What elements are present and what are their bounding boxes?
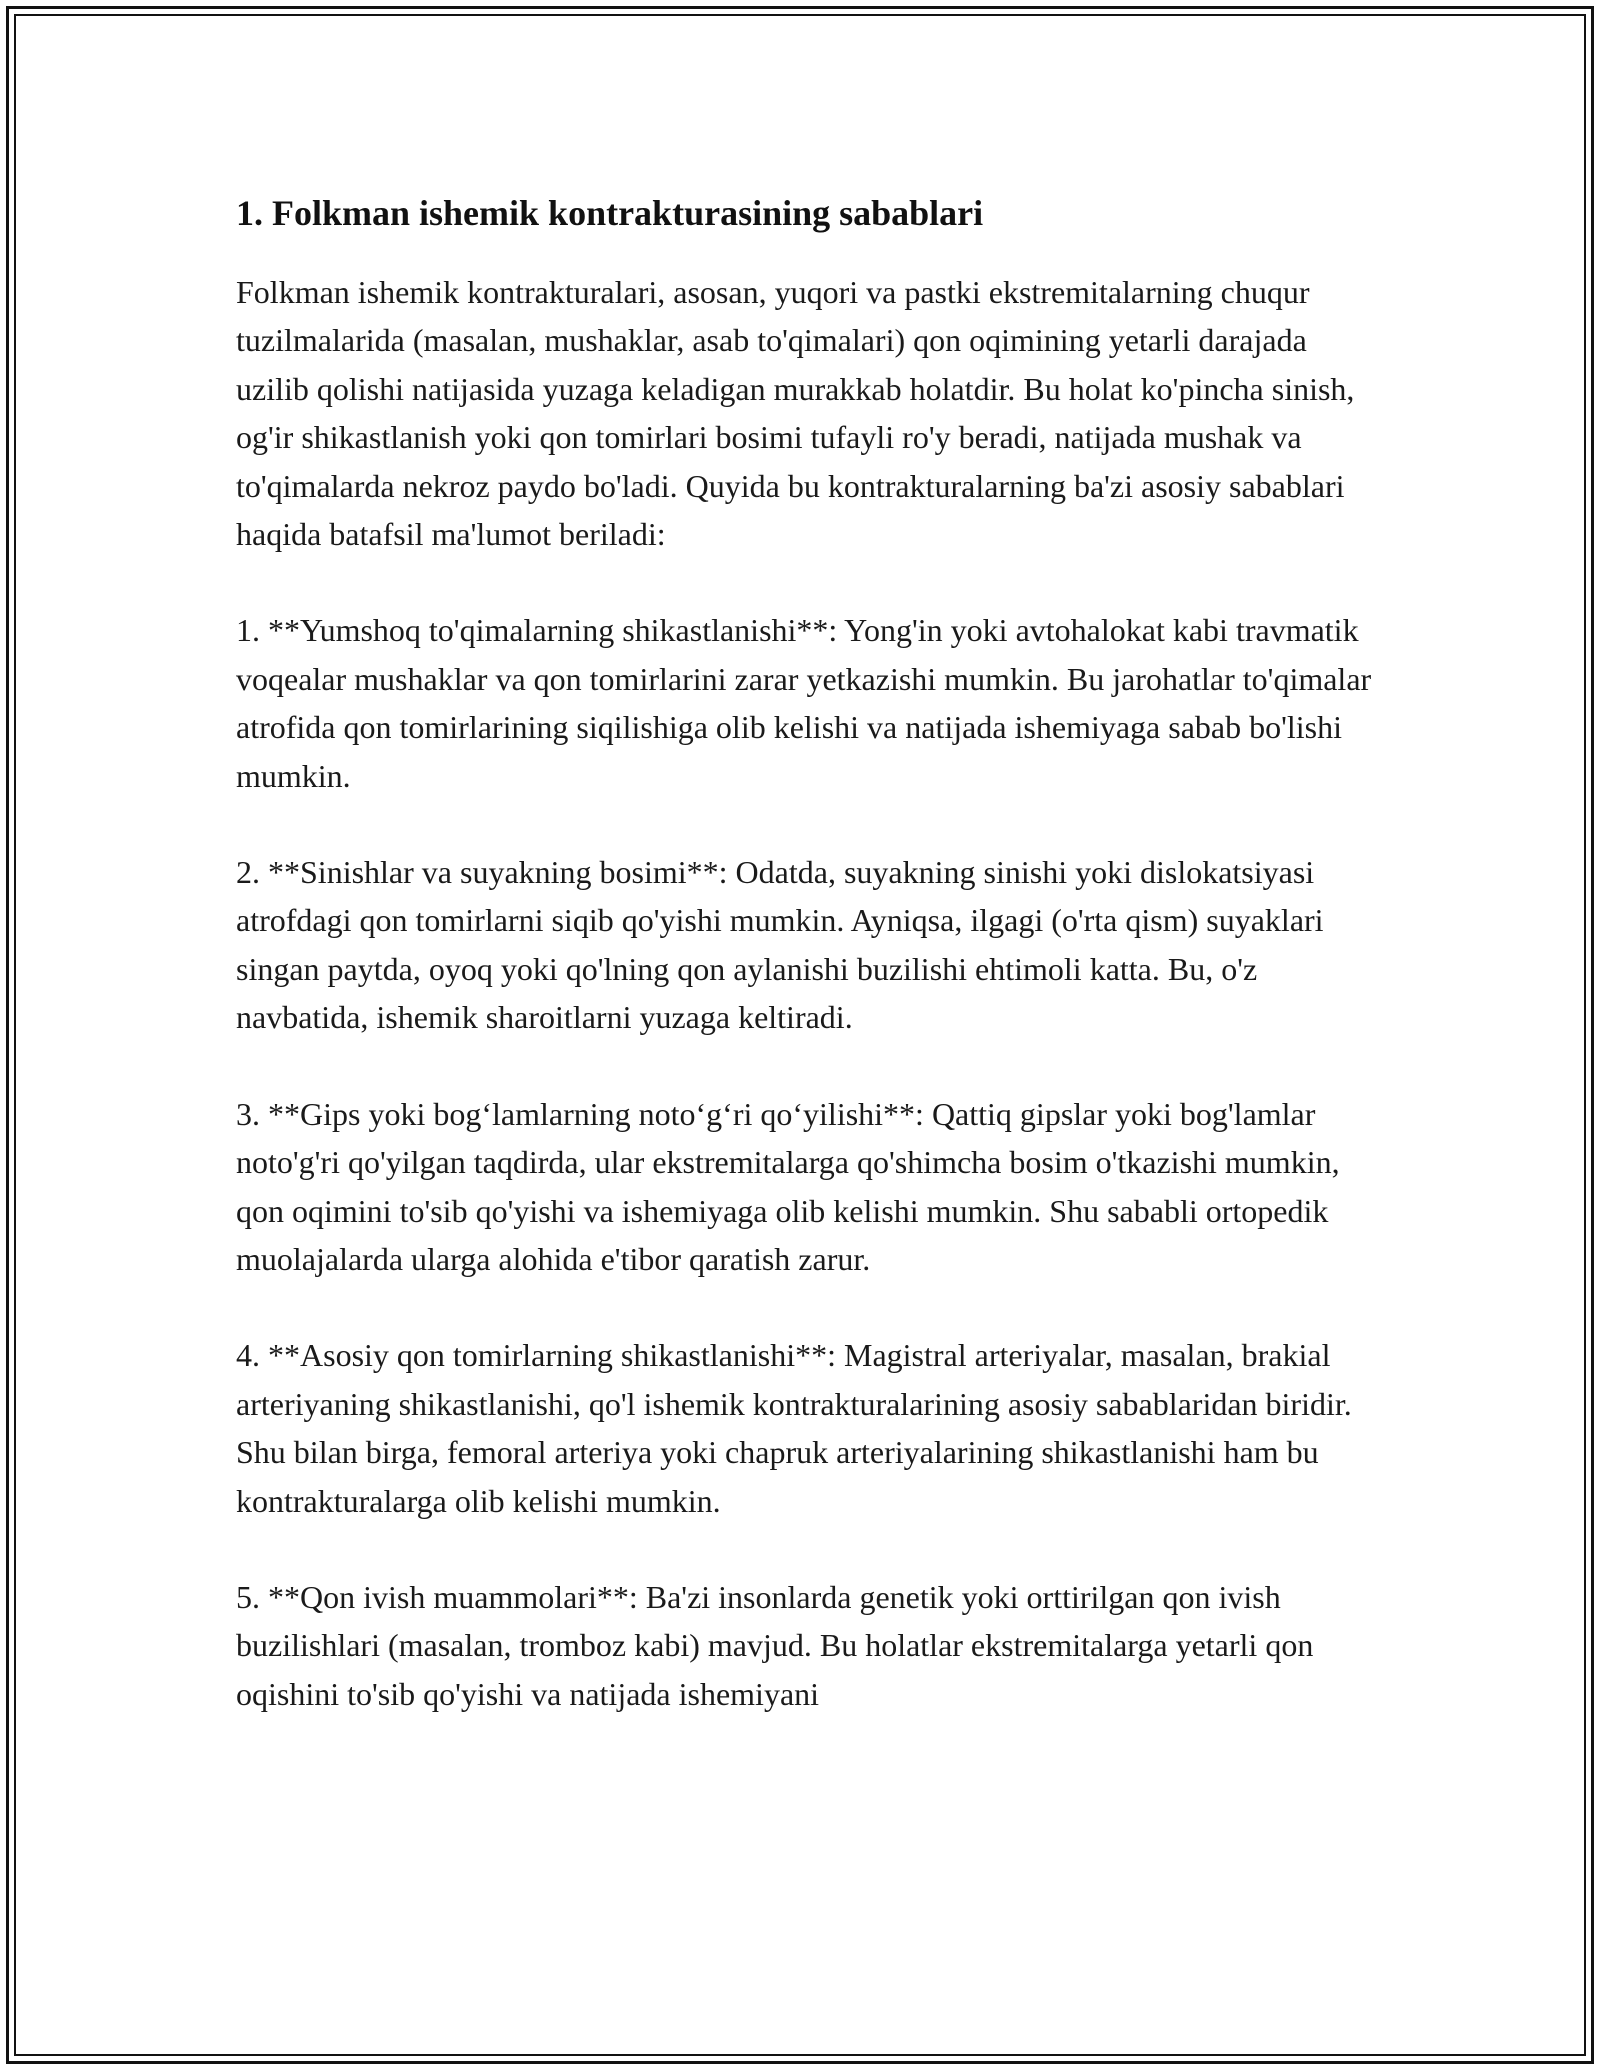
section-heading: 1. Folkman ishemik kontrakturasining sabablari	[236, 193, 984, 233]
intro-paragraph: Folkman ishemik kontrakturalari, asosan, yuqori va pastki ekstremitalarning chuqur tuzilmalarida (masalan, mushaklar, asab to'qimalari) qon oqimining yetarli darajada uzilib qolishi natijasida yuzaga keladigan murakkab holatdir. Bu holat ko'pincha sinish, og'ir shikastlanish yoki qon tomirlari bosimi tufayli ro'y beradi, natijada mushak va to'qimalarda nekroz paydo bo'ladi. Quyida bu kontrakturalarning ba'zi asosiy sabablari haqida batafsil ma'lumot beriladi:	[236, 274, 1355, 553]
cause-fractures-bone-pressure: 2. **Sinishlar va suyakning bosimi**: Odatda, suyakning sinishi yoki dislokatsiyasi atrofdagi qon tomirlarni siqib qo'yishi mumkin. Ayniqsa, ilgagi (o'rta qism) suyaklari singan paytda, oyoq yoki qo'lning qon aylanishi buzilishi ehtimoli katta. Bu, o'z navbatida, ishemik sharoitlarni yuzaga keltiradi.	[236, 854, 1324, 1036]
cause-cast-misapplication: 3. **Gips yoki bog‘lamlarning noto‘g‘ri qo‘yilishi**: Qattiq gipslar yoki bog'lamlar noto'g'ri qo'yilgan taqdirda, ular ekstremitalarga qo'shimcha bosim o'tkazishi mumkin, qon oqimini to'sib qo'yishi va ishemiyaga olib kelishi mumkin. Shu sababli ortopedik muolajalarda ularga alohida e'tibor qaratish zarur.	[236, 1095, 1340, 1277]
document-body	[236, 186, 1376, 1766]
cause-major-vessel-injury: 4. **Asosiy qon tomirlarning shikastlanishi**: Magistral arteriyalar, masalan, brakial arteriyaning shikastlanishi, qo'l ishemik kontrakturalarining asosiy sabablaridan biridir. Shu bilan birga, femoral arteriya yoki chapruk arteriyalarining shikastlanishi ham bu kontrakturalarga olib kelishi mumkin.	[236, 1337, 1352, 1519]
cause-clotting-problems: 5. **Qon ivish muammolari**: Ba'zi insonlarda genetik yoki orttirilgan qon ivish buzilishlari (masalan, tromboz kabi) mavjud. Bu holatlar ekstremitalarga yetarli qon oqishini to'sib qo'yishi va natijada ishemiyani	[236, 1578, 1314, 1712]
cause-soft-tissue-injury: 1. **Yumshoq to'qimalarning shikastlanishi**: Yong'in yoki avtohalokat kabi travmatik voqealar mushaklar va qon tomirlarini zarar yetkazishi mumkin. Bu jarohatlar to'qimalar atrofida qon tomirlarining siqilishiga olib kelishi va natijada ishemiyaga sabab bo'lishi mumkin.	[236, 612, 1372, 794]
